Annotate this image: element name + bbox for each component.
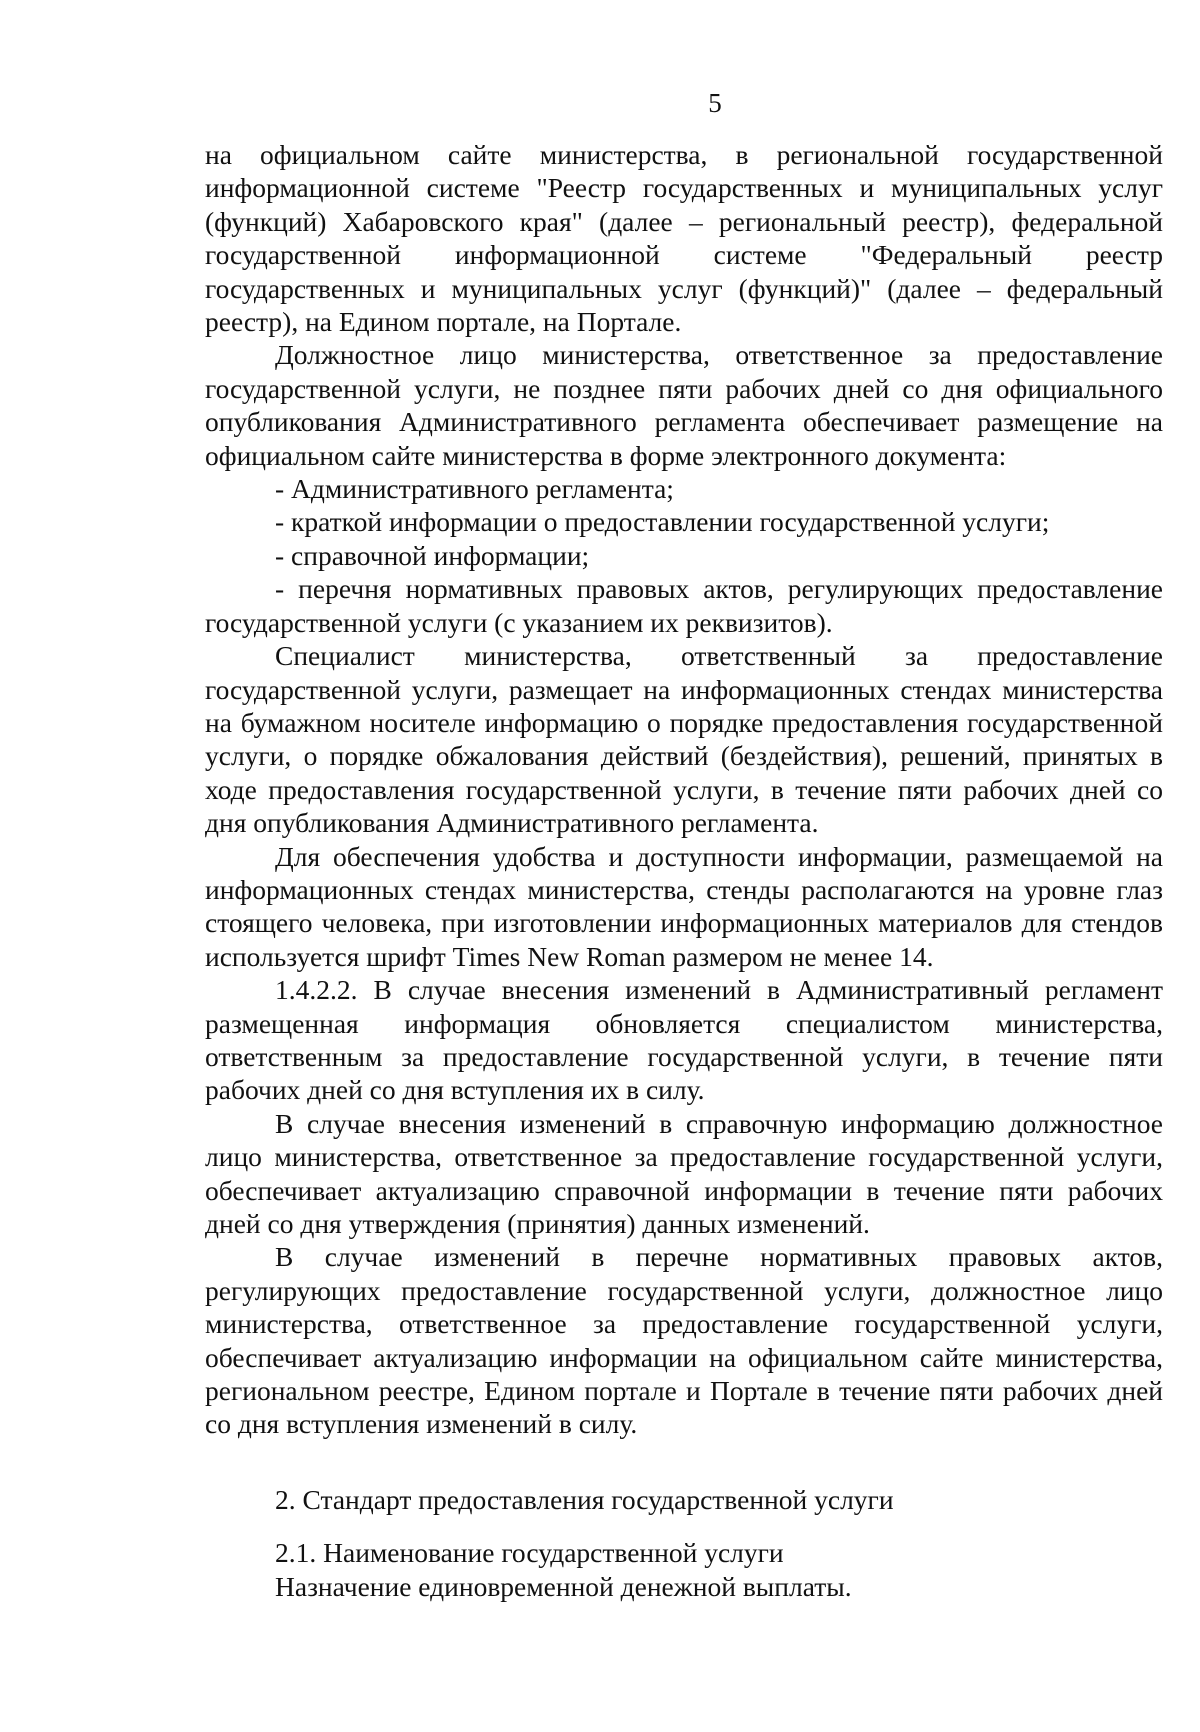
paragraph-official-duties: Должностное лицо министерства, ответственное за предоставление государственной услуги, не позднее пяти рабочих дней со дня официального опубликования Административного регламента обеспечивает размещение на официальном сайте министерства в форме электронного документа: <box>205 339 1163 471</box>
spacer <box>205 1441 1163 1483</box>
paragraph-1-4-2-2: 1.4.2.2. В случае внесения изменений в Административный регламент размещенная информация обновляется специалистом министерства, ответственным за предоставление государственной услуги, в течение пяти рабочих дней со дня вступления их в силу. <box>205 974 1163 1106</box>
subsection-heading: 2.1. Наименование государственной услуги <box>275 1537 784 1569</box>
page-number: 5 <box>708 88 722 118</box>
paragraph-reference-info-changes: В случае внесения изменений в справочную информацию должностное лицо министерства, ответственное за предоставление государственной услуги, обеспечивает актуализацию справочной информации в течение пяти рабочих дней со дня утверждения (принятия) данных изменений. <box>205 1107 1163 1239</box>
list-item: - краткой информации о предоставлении государственной услуги; <box>275 506 1050 538</box>
spacer <box>205 1516 1163 1536</box>
section-heading: 2. Стандарт предоставления государственной услуги <box>275 1483 894 1515</box>
paragraph-specialist: Специалист министерства, ответственный за предоставление государственной услуги, размещает на информационных стендах министерства на бумажном носителе информацию о порядке предоставления государственной услуги, о порядке обжалования действий (бездействия), решений, принятых в ходе предоставления государственной услуги, в течение пяти рабочих дней со дня опубликования Административного регламента. <box>205 640 1163 839</box>
list-item: - справочной информации; <box>275 539 590 571</box>
paragraph-stands: Для обеспечения удобства и доступности информации, размещаемой на информационных стендах министерства, стенды располагаются на уровне глаз стоящего человека, при изготовлении информационных материалов для стендов используется шрифт Times New Roman размером не менее 14. <box>205 840 1163 972</box>
paragraph-continuation: на официальном сайте министерства, в региональной государственной информационной системе "Реестр государственных и муниципальных услуг (функций) Хабаровского края" (далее – региональный реестр), федеральной государственной информационной системе "Федеральный реестр государственных и муниципальных услуг (функций)" (далее – федеральный реестр), на Едином портале, на Портале. <box>205 139 1163 338</box>
paragraph-legal-acts-changes: В случае изменений в перечне нормативных правовых актов, регулирующих предоставление государственной услуги, должностное лицо министерства, ответственное за предоставление государственной услуги, обеспечивает актуализацию информации на официальном сайте министерства, региональном реестре, Едином портале и Портале в течение пяти рабочих дней со дня вступления изменений в силу. <box>205 1241 1163 1440</box>
subsection-text: Назначение единовременной денежной выплаты. <box>275 1570 852 1602</box>
document-body <box>205 138 1163 1603</box>
list-item: - перечня нормативных правовых актов, регулирующих предоставление государственной услуги (с указанием их реквизитов). <box>205 573 1163 638</box>
list-item: - Административного регламента; <box>275 473 674 505</box>
